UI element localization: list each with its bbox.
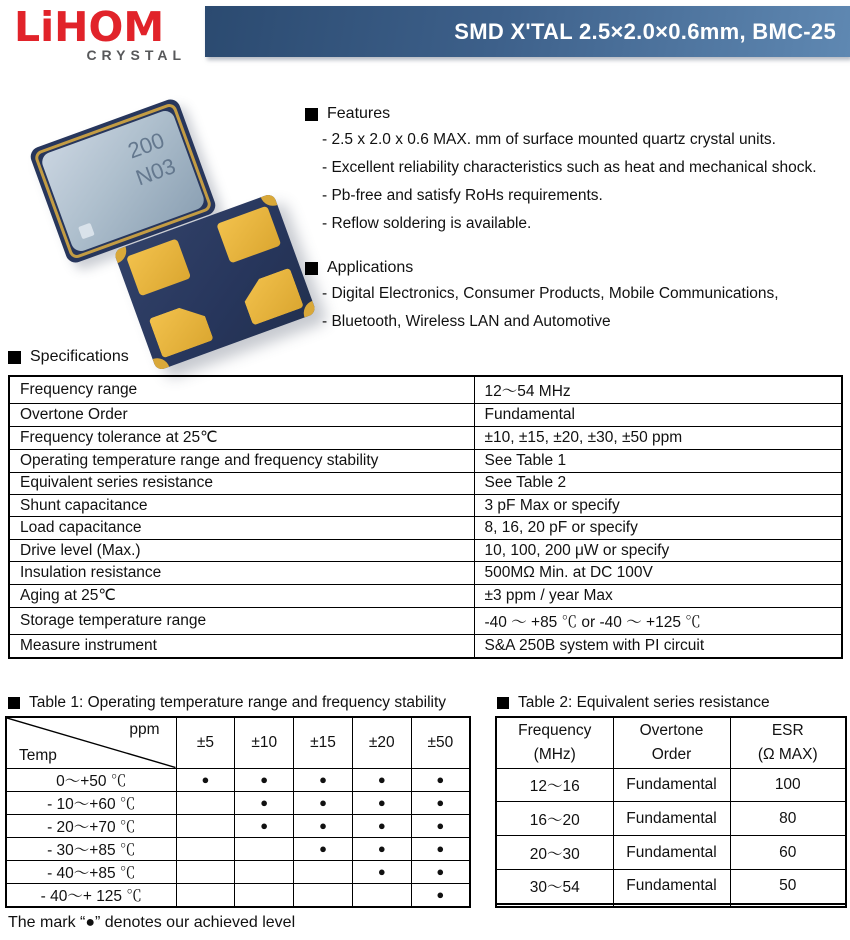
- table2-cell: [613, 905, 730, 907]
- spec-value-cell: ±3 ppm / year Max: [474, 584, 842, 608]
- crystal-pad: [239, 268, 304, 326]
- spec-label-cell: Frequency range: [9, 376, 474, 404]
- spec-label-cell: Storage temperature range: [9, 608, 474, 635]
- table2-column-header-line: (MHz): [533, 745, 576, 763]
- table1-dot-cell: [176, 883, 235, 907]
- applications-heading-label: Applications: [327, 259, 414, 276]
- spec-label-cell: Equivalent series resistance: [9, 472, 474, 494]
- table2-cell: Fundamental: [613, 869, 730, 903]
- table2-heading-label: Table 2: Equivalent series resistance: [518, 694, 770, 711]
- applications-heading: [305, 259, 779, 277]
- features-heading-label: Features: [327, 105, 391, 122]
- table2-cell: [496, 905, 613, 907]
- spec-row: [9, 426, 842, 450]
- table2-column-header-line: Frequency: [518, 721, 592, 739]
- spec-value-cell: ±10, ±15, ±20, ±30, ±50 ppm: [474, 426, 842, 450]
- table1-stability-matrix: [5, 716, 471, 908]
- crystal-pad: [126, 238, 191, 296]
- table2-cell: 100: [730, 768, 846, 802]
- table1-dot-cell: ●: [235, 791, 294, 814]
- dot-mark-footnote: The mark “●” denotes our achieved level: [8, 914, 296, 931]
- square-bullet-icon: [497, 697, 509, 709]
- table1-row: [6, 837, 470, 860]
- spec-label-cell: Operating temperature range and frequency stability: [9, 450, 474, 472]
- crystal-marking: [122, 126, 179, 191]
- table2-cell: [730, 905, 846, 907]
- spec-label-cell: Insulation resistance: [9, 562, 474, 584]
- application-item: - Bluetooth, Wireless LAN and Automotive: [322, 313, 611, 330]
- table1-dot-cell: [235, 837, 294, 860]
- table1-corner-ppm-label: ppm: [129, 721, 160, 738]
- spec-row: [9, 635, 842, 658]
- spec-row: [9, 517, 842, 539]
- spec-label-cell: Aging at 25℃: [9, 584, 474, 608]
- table1-dot-cell: [352, 883, 411, 907]
- table2-column-header: [613, 717, 730, 768]
- crystal-marking-line2: N03: [132, 152, 179, 190]
- table1-temp-cell: - 40～+85 ℃: [6, 860, 176, 883]
- spec-value-cell: -40 ～ +85 ℃ or -40 ～ +125 ℃: [474, 608, 842, 635]
- title-bar: [205, 6, 850, 57]
- specifications-table: [8, 375, 843, 659]
- square-bullet-icon: [305, 262, 318, 275]
- spec-label-cell: Measure instrument: [9, 635, 474, 658]
- spec-label-cell: Load capacitance: [9, 517, 474, 539]
- product-photo: [28, 98, 303, 338]
- spec-value-cell: S&A 250B system with PI circuit: [474, 635, 842, 658]
- table1-corner-temp-label: Temp: [19, 746, 57, 764]
- square-bullet-icon: [8, 697, 20, 709]
- table2-cell: 20～30: [496, 836, 613, 870]
- table1-row: [6, 768, 470, 791]
- table1-dot-cell: ●: [352, 791, 411, 814]
- table2-column-header-line: Overtone: [639, 721, 704, 739]
- table2-row: [496, 768, 846, 802]
- spec-label-cell: Overtone Order: [9, 404, 474, 426]
- logo-subtitle: CRYSTAL: [86, 47, 186, 64]
- table2-cell: 60: [730, 836, 846, 870]
- table1-dot-cell: [235, 883, 294, 907]
- square-bullet-icon: [305, 108, 318, 121]
- table1-temp-cell: - 20～+70 ℃: [6, 814, 176, 837]
- spec-row: [9, 404, 842, 426]
- table1-dot-cell: ●: [294, 814, 353, 837]
- table1-ppm-column-header: ±5: [176, 717, 235, 768]
- table1-row: [6, 860, 470, 883]
- table2-row: [496, 802, 846, 836]
- table2-column-header-line: Order: [651, 745, 692, 763]
- spec-row: [9, 584, 842, 608]
- crystal-pad: [216, 206, 281, 264]
- table2-cell: 50: [730, 869, 846, 903]
- table1-dot-cell: [294, 883, 353, 907]
- table2-esr-table: [495, 716, 847, 908]
- table1-dot-cell: ●: [411, 768, 470, 791]
- spec-value-cell: See Table 1: [474, 450, 842, 472]
- feature-item: - Pb-free and satisfy RoHs requirements.: [322, 187, 603, 204]
- spec-value-cell: 8, 16, 20 pF or specify: [474, 517, 842, 539]
- table1-dot-cell: ●: [294, 837, 353, 860]
- spec-value-cell: Fundamental: [474, 404, 842, 426]
- table2-column-header: [496, 717, 613, 768]
- table2-column-header-line: (Ω MAX): [757, 745, 818, 763]
- table2-cell: Fundamental: [613, 768, 730, 802]
- spec-label-cell: Drive level (Max.): [9, 539, 474, 561]
- features-section: [305, 105, 817, 238]
- table2-column-header: [730, 717, 846, 768]
- table1-row: [6, 883, 470, 907]
- spec-label-cell: Frequency tolerance at 25℃: [9, 426, 474, 450]
- applications-list: [305, 280, 779, 336]
- lihom-logo: [14, 3, 186, 64]
- logo-brand-text: LiHOM: [14, 3, 165, 51]
- spec-row: [9, 376, 842, 404]
- table1-ppm-column-header: ±20: [352, 717, 411, 768]
- spec-label-cell: Shunt capacitance: [9, 495, 474, 517]
- table1-temp-cell: - 40～+ 125 ℃: [6, 883, 176, 907]
- table1-dot-cell: ●: [411, 814, 470, 837]
- table1-dot-cell: [176, 837, 235, 860]
- table1-dot-cell: ●: [176, 768, 235, 791]
- specifications-heading-label: Specifications: [30, 348, 129, 365]
- table1-dot-cell: ●: [411, 837, 470, 860]
- feature-item: - Reflow soldering is available.: [322, 215, 532, 232]
- application-item: - Digital Electronics, Consumer Products, Mobile Communications,: [322, 285, 779, 302]
- page-title: SMD X'TAL 2.5×2.0×0.6mm, BMC-25: [454, 18, 836, 44]
- crystal-marking-line1: 200: [124, 127, 168, 164]
- spec-row: [9, 472, 842, 494]
- table1-dot-cell: ●: [352, 814, 411, 837]
- table1-dot-cell: ●: [235, 768, 294, 791]
- features-heading: [305, 105, 817, 123]
- applications-section: [305, 259, 779, 336]
- table1-dot-cell: ●: [294, 791, 353, 814]
- crystal-pad: [149, 300, 214, 358]
- table2-cell: 30～54: [496, 869, 613, 903]
- crystal-corner-castellation: [153, 355, 170, 372]
- spec-row: [9, 539, 842, 561]
- square-bullet-icon: [8, 351, 21, 364]
- spec-row: [9, 562, 842, 584]
- table2-row: [496, 836, 846, 870]
- table2-column-header-line: ESR: [771, 721, 804, 739]
- table1-dot-cell: ●: [235, 814, 294, 837]
- table1-dot-cell: [176, 791, 235, 814]
- table2-row: [496, 869, 846, 903]
- spec-row: [9, 450, 842, 472]
- feature-item: - 2.5 x 2.0 x 0.6 MAX. mm of surface mounted quartz crystal units.: [322, 131, 776, 148]
- spec-value-cell: 3 pF Max or specify: [474, 495, 842, 517]
- table2-row: [496, 905, 846, 907]
- table2-header-row: [496, 717, 846, 768]
- features-list: [305, 126, 817, 238]
- table1-dot-cell: ●: [411, 883, 470, 907]
- table1-dot-cell: [176, 860, 235, 883]
- spec-value-cell: See Table 2: [474, 472, 842, 494]
- spec-row: [9, 495, 842, 517]
- table2-cell: 80: [730, 802, 846, 836]
- table1-corner-cell: [6, 717, 176, 768]
- table2-heading: [497, 694, 770, 712]
- table1-dot-cell: ●: [352, 768, 411, 791]
- table1-dot-cell: ●: [352, 860, 411, 883]
- table1-row: [6, 814, 470, 837]
- feature-item: - Excellent reliability characteristics such as heat and mechanical shock.: [322, 159, 817, 176]
- table2-cell: Fundamental: [613, 836, 730, 870]
- table1-ppm-column-header: ±10: [235, 717, 294, 768]
- table1-dot-cell: [294, 860, 353, 883]
- table1-row: [6, 791, 470, 814]
- table2-cell: Fundamental: [613, 802, 730, 836]
- spec-row: [9, 608, 842, 635]
- table1-dot-cell: [176, 814, 235, 837]
- table1-heading-label: Table 1: Operating temperature range and frequency stability: [29, 694, 447, 711]
- table1-ppm-column-header: ±15: [294, 717, 353, 768]
- table1-dot-cell: ●: [352, 837, 411, 860]
- table1-dot-cell: ●: [411, 860, 470, 883]
- table1-dot-cell: ●: [411, 791, 470, 814]
- spec-value-cell: 10, 100, 200 μW or specify: [474, 539, 842, 561]
- table2-cell: 12～16: [496, 768, 613, 802]
- table1-dot-cell: [235, 860, 294, 883]
- table1-temp-cell: - 10～+60 ℃: [6, 791, 176, 814]
- spec-value-cell: 12～54 MHz: [474, 376, 842, 404]
- table1-temp-cell: - 30～+85 ℃: [6, 837, 176, 860]
- table2-cell: 16～20: [496, 802, 613, 836]
- table1-temp-cell: 0～+50 ℃: [6, 768, 176, 791]
- table1-heading: [8, 694, 446, 712]
- table1-header-row: [6, 717, 470, 768]
- spec-value-cell: 500MΩ Min. at DC 100V: [474, 562, 842, 584]
- specifications-heading: [8, 348, 129, 366]
- table1-dot-cell: ●: [294, 768, 353, 791]
- crystal-pin1-mark: [78, 223, 95, 240]
- table1-ppm-column-header: ±50: [411, 717, 470, 768]
